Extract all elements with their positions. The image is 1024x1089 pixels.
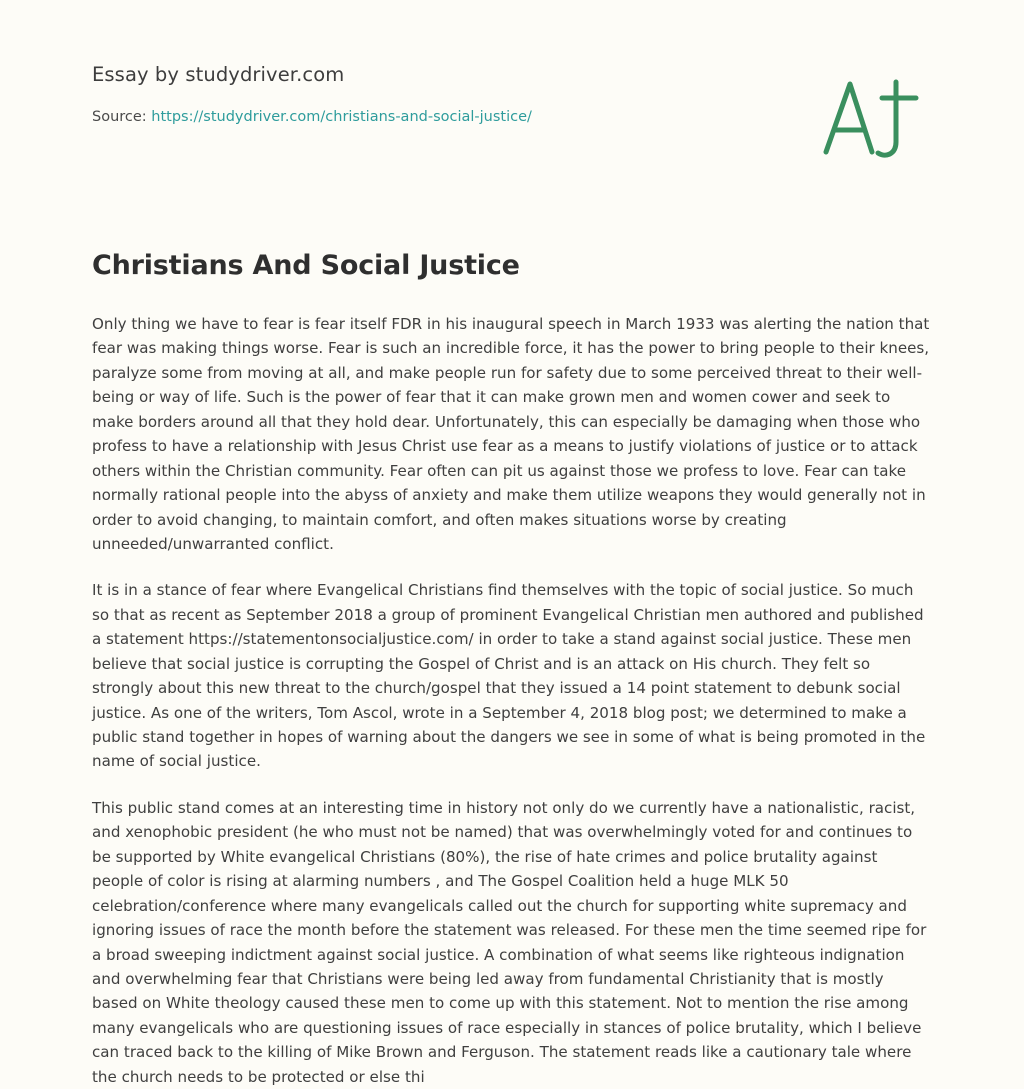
document-body [92, 312, 933, 1089]
source-label: Source: [92, 109, 152, 126]
paragraph: Only thing we have to fear is fear itself FDR in his inaugural speech in March 1933 was alerting the nation that fear was making things worse. Fear is such an incredible force, it has the power to bring people to their knees, paralyze some from moving at all, and make people run for safety due to some perceived threat to their well-being or way of life. Such is the power of fear that it can make grown men and women cower and seek to make borders around all that they hold dear. Unfortunately, this can especially be damaging when those who profess to have a relationship with Jesus Christ use fear as a means to justify violations of justice or to attack others within the Christian community. Fear often can pit us against those we profess to love. Fear can take normally rational people into the abyss of anxiety and make them utilize weapons they would generally not in order to avoid changing, to maintain comfort, and often makes situations worse by creating unneeded/unwarranted conflict. [92, 315, 930, 553]
paragraph: It is in a stance of fear where Evangelical Christians find themselves with the topic of social justice. So much so that as recent as September 2018 a group of prominent Evangelical Christian men authored and published a statement https://statementonsocialjustice.com/ in order to take a stand against social justice. These men believe that social justice is corrupting the Gospel of Christ and is an attack on His church. They felt so strongly about this new threat to the church/gospel that they issued a 14 point statement to debunk social justice. As one of the writers, Tom Ascol, wrote in a September 4, 2018 blog post; we determined to make a public stand together in hopes of warning about the dangers we see in some of what is being promoted in the name of social justice. [92, 581, 926, 771]
source-url-link[interactable]: https://studydriver.com/christians-and-social-justice/ [151, 109, 532, 126]
brand-name: studydriver.com [185, 63, 345, 86]
source-line [92, 107, 932, 127]
studydriver-logo-icon [812, 68, 932, 172]
paragraph: This public stand comes at an interesting time in history not only do we currently have a nationalistic, racist, and xenophobic president (he who must not be named) that was overwhelmingly voted for and continues to be supported by White evangelical Christians (80%), the rise of hate crimes and police brutality against people of color is rising at alarming numbers , and The Gospel Coalition held a huge MLK 50 celebration/conference where many evangelicals called out the church for supporting white supremacy and ignoring issues of race the month before the statement was released. For these men the time seemed ripe for a broad sweeping indictment against social justice. A combination of what seems like righteous indignation and overwhelming fear that Christians were being led away from fundamental Christianity that is mostly based on White theology caused these men to come up with this statement. Not to mention the rise among many evangelicals who are questioning issues of race especially in stances of police brutality, which I believe can traced back to the killing of Mike Brown and Ferguson. The statement reads like a cautionary tale where the church needs to be protected or else thi [92, 798, 927, 1086]
essay-by-prefix: Essay by [92, 63, 186, 86]
page-title: Christians And Social Justice [92, 250, 520, 281]
document-header [92, 62, 932, 128]
essay-byline [92, 62, 932, 87]
